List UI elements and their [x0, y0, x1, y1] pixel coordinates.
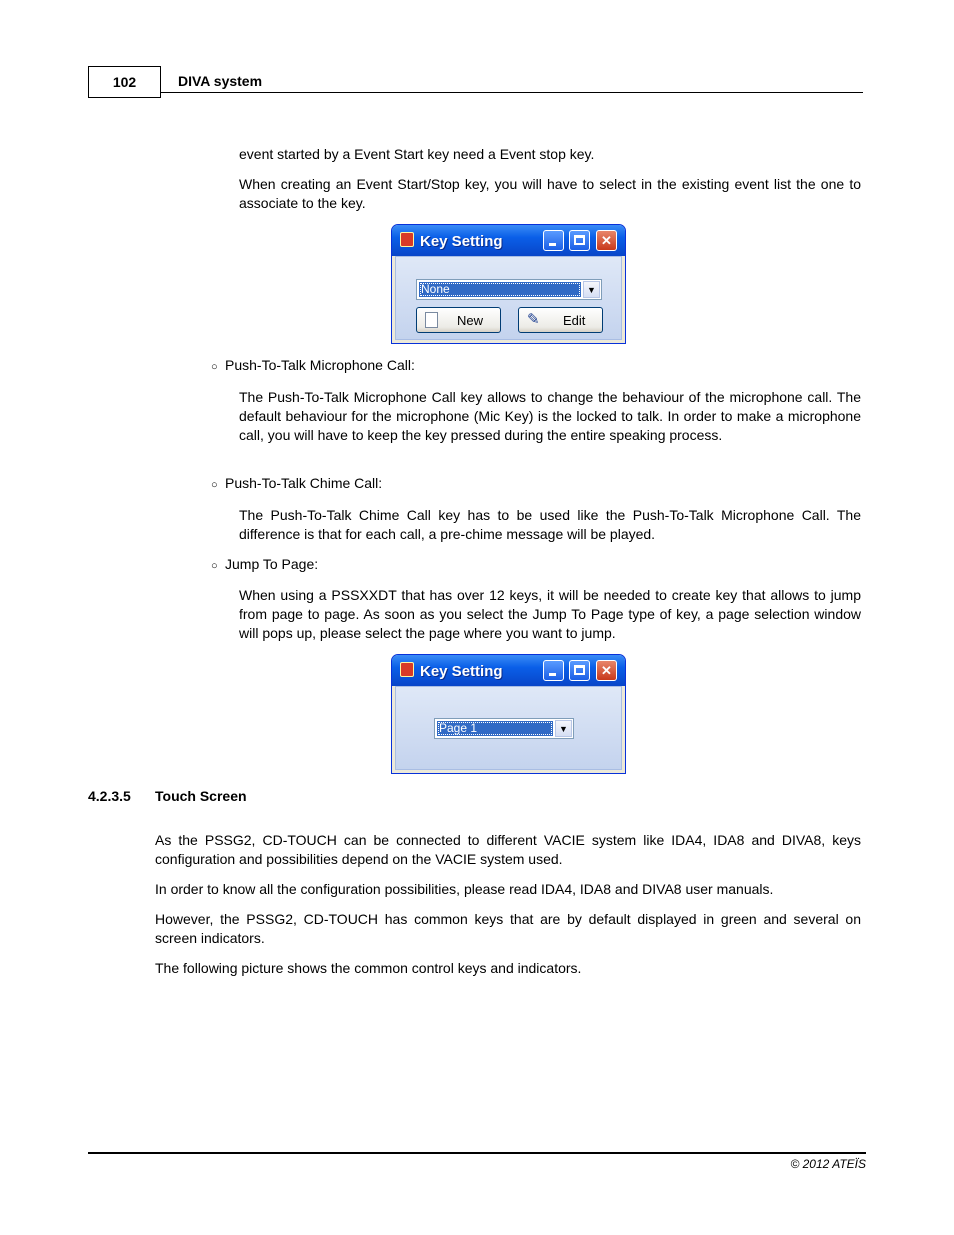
dialog-titlebar [392, 655, 625, 686]
dialog-title: Key Setting [420, 233, 503, 250]
close-button[interactable] [596, 660, 617, 681]
edit-button[interactable] [518, 307, 603, 333]
new-button-label: New [457, 313, 484, 328]
footer-rule [88, 1152, 866, 1154]
maximize-icon [574, 665, 585, 675]
header-rule [161, 92, 863, 93]
paragraph: The Push-To-Talk Microphone Call key allows to change the behaviour of the microphone call. The default behaviour for the microphone (Mic Key) is the locked to talk. In order to make a microphone call, you will have to keep the key pressed during the entire speaking process. [239, 389, 861, 443]
paragraph: When using a PSSXXDT that has over 12 keys, it will be needed to create key that allows to jump from page to page. As soon as you select the Jump To Page type of key, a page selection window will pops up, please select the page where you want to jump. [239, 587, 861, 641]
paragraph: The Push-To-Talk Chime Call key has to be used like the Push-To-Talk Microphone Call. The difference is that for each call, a pre-chime message will be played. [239, 507, 861, 542]
event-select[interactable] [416, 279, 602, 300]
bullet-item [211, 474, 382, 495]
dialog-body [395, 256, 622, 340]
dialog-body [395, 686, 622, 770]
maximize-button[interactable] [569, 660, 590, 681]
bullet-item [211, 356, 415, 377]
new-document-icon [425, 312, 438, 328]
event-select-value: None [419, 282, 581, 297]
minimize-button[interactable] [543, 230, 564, 251]
dropdown-arrow-icon[interactable]: ▼ [583, 281, 600, 298]
close-icon: ✕ [601, 663, 612, 678]
bullet-title: Push-To-Talk Chime Call: [225, 475, 383, 491]
minimize-icon [549, 243, 556, 246]
header-title: DIVA system [178, 73, 263, 89]
minimize-button[interactable] [543, 660, 564, 681]
page-select-value: Page 1 [437, 721, 553, 736]
close-button[interactable] [596, 230, 617, 251]
page-select[interactable] [434, 718, 574, 739]
bullet-circle-icon: ○ [211, 560, 218, 572]
maximize-icon [574, 235, 585, 245]
paragraph: As the PSSG2, CD-TOUCH can be connected to different VACIE system like IDA4, IDA8 and DIVA8, keys configuration and possibilities depend on the VACIE system used. [155, 832, 861, 867]
dialog-titlebar [392, 225, 625, 256]
minimize-icon [549, 673, 556, 676]
page-number: 102 [88, 66, 161, 98]
key-setting-dialog [391, 224, 626, 344]
bullet-circle-icon: ○ [211, 479, 218, 491]
dropdown-arrow-icon[interactable]: ▼ [555, 720, 572, 737]
edit-pen-icon: ✎ [527, 311, 540, 328]
bullet-title: Push-To-Talk Microphone Call: [225, 357, 415, 373]
bullet-item [211, 555, 318, 576]
bullet-title: Jump To Page: [225, 556, 319, 572]
edit-button-label: Edit [563, 313, 586, 328]
key-setting-dialog-page [391, 654, 626, 774]
paragraph: When creating an Event Start/Stop key, you will have to select in the existing event list the one to associate to the key. [239, 176, 861, 211]
dialog-title: Key Setting [420, 663, 503, 680]
section-number: 4.2.3.5 [88, 788, 131, 804]
paragraph: The following picture shows the common control keys and indicators. [155, 960, 582, 976]
footer-copyright: © 2012 ATEÏS [790, 1157, 866, 1171]
new-button[interactable] [416, 307, 501, 333]
paragraph: In order to know all the configuration possibilities, please read IDA4, IDA8 and DIVA8 user manuals. [155, 881, 774, 897]
maximize-button[interactable] [569, 230, 590, 251]
bullet-circle-icon: ○ [211, 361, 218, 373]
section-title: Touch Screen [155, 788, 247, 804]
paragraph: event started by a Event Start key need a Event stop key. [239, 146, 595, 162]
close-icon: ✕ [601, 233, 612, 248]
app-icon [400, 662, 414, 677]
paragraph: However, the PSSG2, CD-TOUCH has common keys that are by default displayed in green and several on screen indicators. [155, 911, 861, 946]
app-icon [400, 232, 414, 247]
